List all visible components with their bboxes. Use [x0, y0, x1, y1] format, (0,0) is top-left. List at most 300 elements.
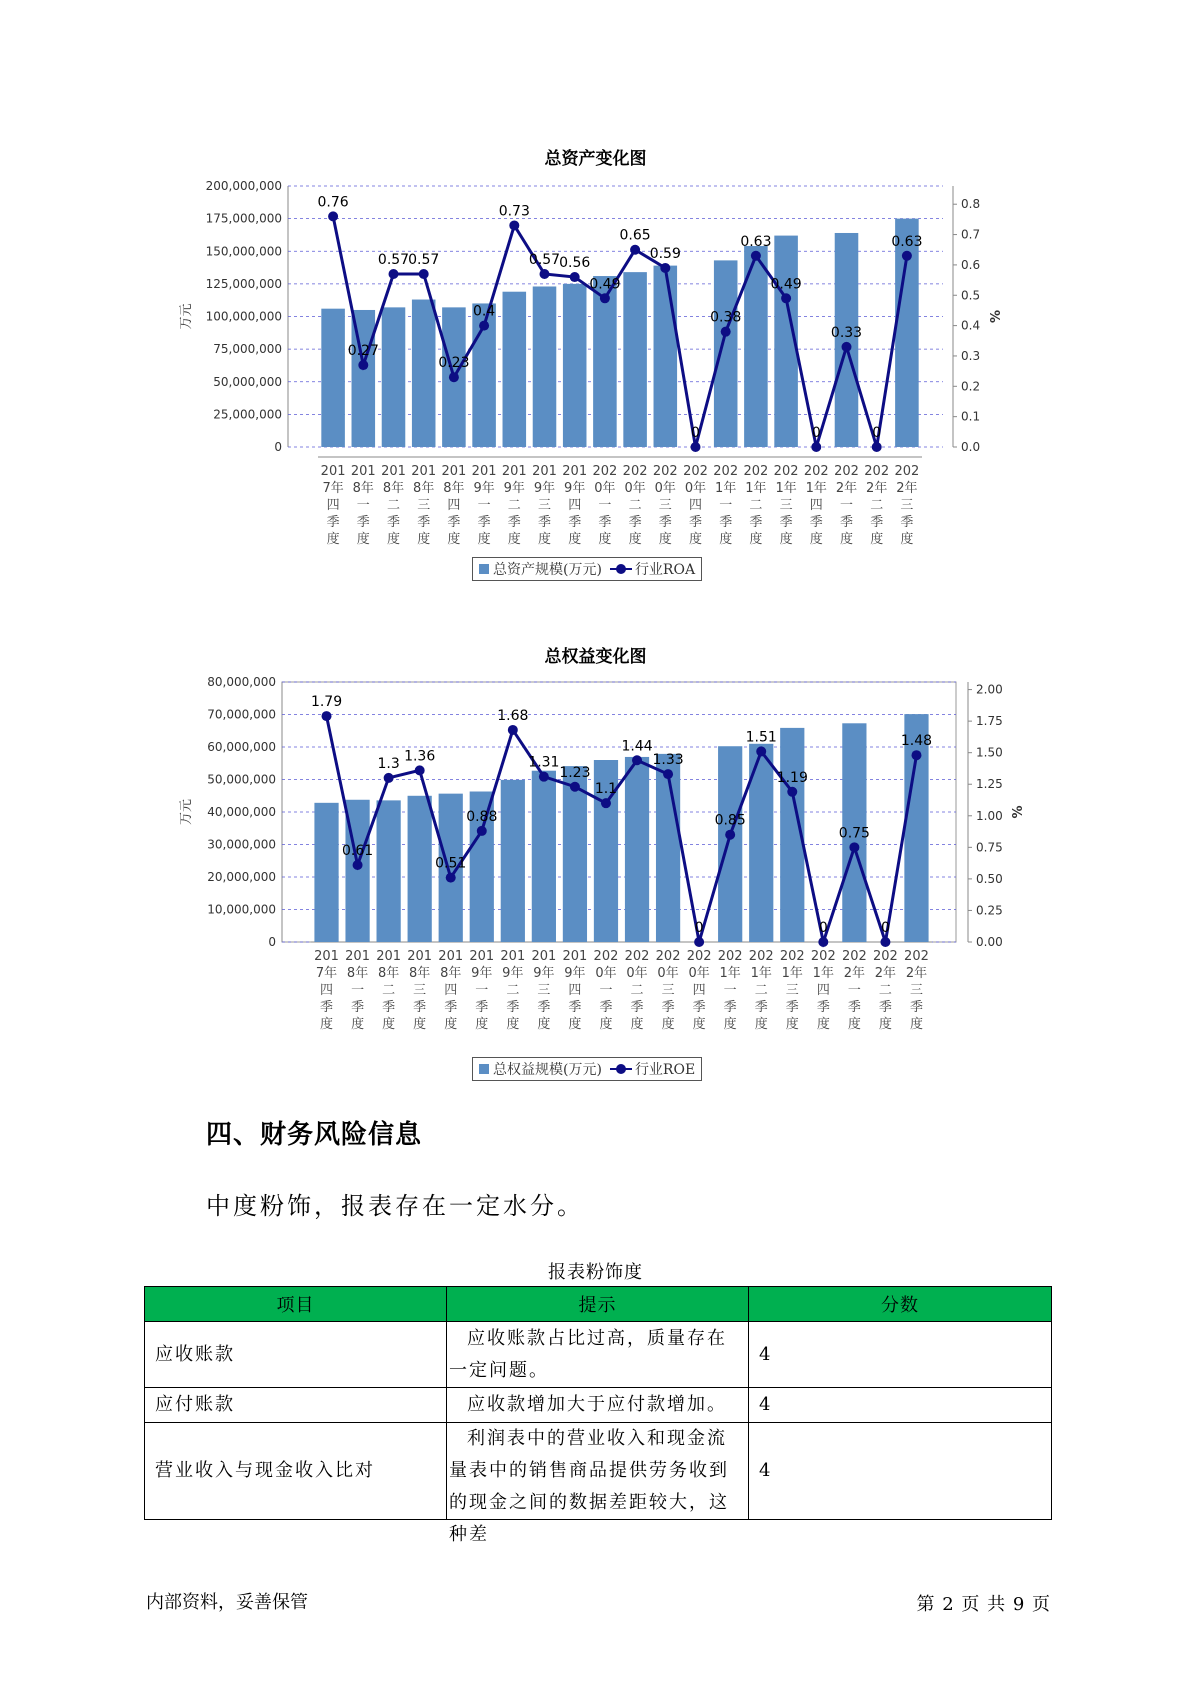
x-tick-label: 201 [562, 949, 588, 964]
section-summary: 中度粉饰，报表存在一定水分。 [206, 1192, 584, 1220]
line-point [781, 293, 791, 303]
x-tick-label: 季 [537, 515, 552, 530]
x-tick-label: 8年 [377, 966, 400, 981]
line-point [694, 937, 704, 947]
x-tick-label: 202 [779, 949, 805, 964]
x-tick-label: 7年 [322, 481, 344, 496]
x-tick-label: 201 [471, 464, 497, 479]
x-tick-label: 二 [382, 983, 396, 998]
bar [533, 286, 557, 447]
x-tick-label: 四 [447, 498, 461, 513]
x-tick-label: 度 [386, 532, 401, 547]
x-tick-label: 一 [356, 498, 370, 513]
y-tick-label: 25,000,000 [213, 407, 282, 422]
x-tick-label: 9年 [473, 481, 495, 496]
row-hint: 应收款增加大于应付款增加。 [447, 1388, 749, 1423]
x-tick-label: 度 [661, 1017, 675, 1032]
data-label: 1.79 [310, 694, 343, 711]
x-tick-label: 201 [345, 949, 370, 964]
row-hint-text: 利润表中的营业收入和现金流量表中的销售商品提供劳务收到的现金之间的数据差距较大，这种差 [449, 1428, 729, 1545]
x-tick-label: 1年 [805, 481, 827, 496]
table-row [145, 1322, 1052, 1388]
y2-tick-label: 0.6 [961, 257, 981, 272]
data-label: 0.63 [740, 233, 772, 250]
x-tick-label: 度 [598, 532, 612, 547]
chart-total-equity [0, 670, 1191, 1070]
x-tick-label: 季 [356, 515, 370, 530]
x-tick-label: 8年 [413, 481, 435, 496]
x-tick-label: 季 [809, 515, 823, 530]
data-label: 0 [872, 425, 882, 441]
bar [714, 260, 738, 447]
x-tick-label: 度 [382, 1017, 396, 1032]
line-point [756, 746, 766, 756]
x-tick-label: 二 [628, 498, 642, 513]
line-point [751, 251, 761, 261]
x-tick-label: 季 [816, 1000, 830, 1015]
x-tick-label: 201 [532, 464, 557, 479]
data-label: 0.23 [438, 355, 470, 372]
x-tick-label: 度 [599, 1017, 613, 1032]
x-tick-label: 1年 [750, 966, 772, 981]
x-tick-label: 四 [320, 983, 334, 998]
x-tick-label: 8年 [382, 481, 405, 496]
y-tick-label: 175,000,000 [205, 211, 282, 226]
line-point [389, 269, 399, 279]
data-label: 1.3 [377, 755, 400, 772]
x-tick-label: 1年 [715, 481, 737, 496]
x-tick-label: 201 [562, 464, 588, 479]
line-point [449, 372, 459, 382]
line-point [570, 782, 580, 792]
x-tick-label: 二 [386, 498, 401, 513]
line-point [849, 842, 859, 852]
x-tick-label: 201 [469, 949, 495, 964]
legend-bar-label: 总权益规模(万元) [493, 1062, 602, 1078]
x-tick-label: 季 [386, 515, 401, 530]
x-tick-label: 202 [773, 464, 799, 479]
x-tick-label: 2年 [874, 966, 897, 981]
bar [382, 307, 406, 447]
footer-page-number: 第 2 页 共 9 页 [916, 1594, 1051, 1615]
y-tick-label: 100,000,000 [205, 309, 282, 324]
x-tick-label: 季 [417, 515, 431, 530]
chart-title-total-equity: 总权益变化图 [544, 647, 647, 667]
x-tick-label: 度 [688, 532, 703, 547]
chart-total-assets [0, 170, 1191, 590]
line-point [902, 251, 912, 261]
x-tick-label: 度 [351, 1017, 365, 1032]
x-tick-label: 8年 [409, 966, 431, 981]
y-tick-label: 0 [274, 440, 282, 454]
x-tick-label: 四 [568, 983, 582, 998]
x-tick-label: 201 [314, 949, 339, 964]
data-label: 1.1 [594, 781, 618, 798]
x-tick-label: 9年 [503, 481, 525, 496]
x-tick-label: 度 [326, 532, 340, 547]
x-tick-label: 8年 [440, 966, 462, 981]
line-point [872, 442, 882, 452]
x-tick-label: 三 [658, 498, 672, 513]
x-tick-label: 度 [477, 532, 491, 547]
x-tick-label: 1年 [719, 966, 741, 981]
data-label: 0 [691, 425, 700, 441]
x-tick-label: 度 [900, 532, 914, 547]
x-tick-label: 202 [622, 464, 648, 479]
bar [408, 796, 432, 942]
y-axis-title: 万元 [179, 303, 194, 330]
y-tick-label: 150,000,000 [205, 244, 282, 259]
data-label: 0.57 [377, 252, 410, 269]
data-label: 1.19 [776, 769, 808, 786]
x-tick-label: 2年 [843, 966, 866, 981]
x-tick-label: 季 [628, 515, 642, 530]
x-tick-label: 201 [320, 464, 346, 479]
data-label: 0.49 [770, 276, 802, 293]
y-tick-label: 80,000,000 [207, 675, 276, 689]
data-label: 0.56 [559, 255, 591, 272]
bar [314, 803, 338, 942]
x-tick-label: 度 [878, 1017, 892, 1032]
y-tick-label: 70,000,000 [207, 707, 276, 722]
x-tick-label: 度 [909, 1017, 923, 1032]
x-tick-label: 度 [779, 532, 793, 547]
x-tick-label: 0年 [624, 481, 646, 496]
x-tick-label: 201 [376, 949, 402, 964]
bar [412, 300, 436, 447]
x-tick-label: 季 [326, 515, 340, 530]
x-tick-label: 202 [864, 464, 890, 479]
line-point [721, 327, 731, 337]
x-tick-label: 202 [841, 949, 867, 964]
table-header-row [145, 1287, 1052, 1322]
chart-title-total-assets: 总资产变化图 [544, 149, 647, 169]
header-score: 分数 [749, 1287, 1052, 1322]
x-tick-label: 季 [537, 1000, 551, 1015]
x-tick-label: 度 [809, 532, 823, 547]
x-tick-label: 9年 [502, 966, 524, 981]
x-tick-label: 度 [749, 532, 763, 547]
x-tick-label: 9年 [564, 481, 586, 496]
y-tick-label: 20,000,000 [207, 870, 276, 884]
data-label: 0.4 [472, 303, 496, 320]
x-tick-label: 202 [593, 949, 619, 964]
line-point [660, 263, 670, 273]
x-tick-label: 季 [599, 1000, 613, 1015]
x-tick-label: 四 [816, 983, 830, 998]
x-tick-label: 季 [779, 515, 793, 530]
data-label: 0.57 [528, 252, 561, 269]
x-tick-label: 季 [351, 1000, 365, 1015]
x-tick-label: 二 [878, 983, 892, 998]
x-tick-label: 201 [350, 464, 376, 479]
bar [623, 272, 647, 447]
x-tick-label: 一 [477, 498, 491, 513]
legend-bar-swatch [479, 1064, 489, 1074]
x-tick-label: 季 [688, 515, 703, 530]
data-label: 1.48 [900, 733, 933, 750]
row-item: 应付账款 [145, 1388, 447, 1423]
x-tick-label: 一 [599, 983, 613, 998]
y-tick-label: 50,000,000 [213, 374, 282, 389]
x-tick-label: 0年 [684, 481, 707, 496]
x-tick-label: 季 [692, 1000, 706, 1015]
x-tick-label: 度 [658, 532, 672, 547]
x-tick-label: 202 [686, 949, 712, 964]
x-tick-label: 度 [475, 1017, 489, 1032]
y2-tick-label: 0.25 [976, 903, 1003, 918]
x-tick-label: 9年 [564, 966, 586, 981]
x-tick-label: 0年 [594, 481, 616, 496]
y-tick-label: 60,000,000 [207, 740, 276, 754]
x-tick-label: 二 [870, 498, 884, 513]
x-tick-label: 202 [717, 949, 743, 964]
row-item: 应收账款 [145, 1322, 447, 1388]
table-row [145, 1388, 1052, 1423]
row-score: 4 [749, 1322, 1052, 1388]
y2-tick-label: 1.00 [976, 808, 1003, 823]
x-tick-label: 季 [870, 515, 884, 530]
x-tick-label: 202 [713, 464, 739, 479]
x-tick-label: 202 [894, 464, 920, 479]
x-tick-label: 度 [785, 1017, 799, 1032]
line-point [446, 873, 456, 883]
y2-tick-label: 0.3 [961, 348, 981, 363]
line-point [725, 830, 735, 840]
x-tick-label: 201 [438, 949, 464, 964]
line-point [632, 755, 642, 765]
data-label: 0 [818, 920, 828, 936]
x-tick-label: 季 [568, 515, 582, 530]
legend-bar-swatch [479, 564, 489, 574]
x-tick-label: 度 [630, 1017, 644, 1032]
x-tick-label: 一 [475, 983, 489, 998]
x-tick-label: 三 [661, 983, 675, 998]
x-tick-label: 0年 [626, 966, 648, 981]
line-point [911, 750, 921, 760]
y2-tick-label: 0.4 [961, 318, 981, 333]
x-tick-label: 202 [803, 464, 829, 479]
x-tick-label: 季 [382, 1000, 396, 1015]
y-tick-label: 50,000,000 [207, 772, 276, 787]
x-tick-label: 度 [413, 1017, 427, 1032]
x-tick-label: 度 [719, 532, 733, 547]
line-point [601, 798, 611, 808]
x-tick-label: 三 [537, 498, 552, 513]
data-label: 1.68 [497, 707, 529, 724]
x-tick-label: 一 [598, 498, 612, 513]
x-tick-label: 9年 [471, 966, 493, 981]
row-hint [447, 1423, 749, 1545]
data-label: 0.33 [830, 324, 863, 341]
x-tick-label: 四 [688, 498, 703, 513]
x-tick-label: 二 [749, 498, 763, 513]
line-point [415, 765, 425, 775]
x-tick-label: 202 [873, 949, 898, 964]
x-tick-label: 季 [878, 1000, 892, 1015]
data-label: 0.38 [710, 309, 742, 326]
x-tick-label: 三 [785, 983, 799, 998]
line-point [508, 725, 518, 735]
data-label: 0.88 [466, 808, 498, 825]
y2-tick-label: 0.0 [961, 440, 981, 454]
x-tick-label: 三 [909, 983, 923, 998]
y2-tick-label: 0.75 [976, 840, 1003, 855]
x-tick-label: 度 [320, 1017, 334, 1032]
data-label: 0 [694, 920, 704, 936]
table-row [145, 1423, 1052, 1520]
y2-tick-label: 0.00 [976, 935, 1003, 949]
data-label: 0.65 [619, 227, 651, 244]
x-tick-label: 202 [652, 464, 678, 479]
legend-line-label: 行业ROA [634, 562, 696, 578]
header-item: 项目 [145, 1287, 447, 1322]
legend-line-swatch [610, 564, 632, 574]
x-tick-label: 度 [692, 1017, 706, 1032]
row-hint: 应收账款占比过高，质量存在一定问题。 [447, 1322, 749, 1388]
x-tick-label: 度 [537, 1017, 551, 1032]
data-label: 0.49 [589, 276, 621, 293]
x-tick-label: 2年 [835, 481, 858, 496]
x-tick-label: 2年 [866, 481, 888, 496]
line-point [540, 269, 550, 279]
line-point [818, 937, 828, 947]
line-point [479, 321, 489, 331]
x-tick-label: 季 [507, 515, 521, 530]
x-tick-label: 202 [743, 464, 769, 479]
data-label: 1.44 [621, 738, 653, 755]
data-label: 1.51 [745, 729, 777, 746]
y2-tick-label: 0.5 [961, 288, 981, 303]
x-tick-label: 1年 [775, 481, 797, 496]
x-tick-label: 季 [630, 1000, 644, 1015]
x-tick-label: 1年 [781, 966, 803, 981]
bar [501, 780, 525, 942]
x-tick-label: 季 [754, 1000, 768, 1015]
y2-tick-label: 1.25 [976, 777, 1003, 792]
x-tick-label: 0年 [688, 966, 710, 981]
data-label: 0.59 [649, 245, 681, 262]
line-point [691, 442, 701, 452]
bar [377, 800, 401, 942]
line-point [880, 937, 890, 947]
x-tick-label: 季 [320, 1000, 334, 1015]
x-tick-label: 202 [592, 464, 618, 479]
x-tick-label: 一 [723, 983, 737, 998]
x-tick-label: 202 [655, 949, 681, 964]
header-hint: 提示 [447, 1287, 749, 1322]
y-tick-label: 10,000,000 [207, 902, 276, 917]
y2-axis-title: % [989, 309, 1004, 324]
x-tick-label: 季 [749, 515, 763, 530]
data-label: 0.85 [714, 812, 746, 829]
x-tick-label: 一 [719, 498, 733, 513]
x-tick-label: 二 [507, 498, 521, 513]
data-label: 1.31 [528, 754, 560, 771]
line-point [570, 272, 580, 282]
x-tick-label: 度 [444, 1017, 458, 1032]
x-tick-label: 202 [810, 949, 836, 964]
x-tick-label: 9年 [533, 966, 555, 981]
x-tick-label: 季 [658, 515, 672, 530]
x-tick-label: 0年 [657, 966, 679, 981]
bar [563, 284, 587, 447]
data-label: 0.75 [838, 825, 870, 842]
data-label: 0.51 [435, 855, 467, 872]
y2-tick-label: 2.00 [976, 682, 1003, 697]
y-tick-label: 75,000,000 [213, 342, 282, 357]
y-axis-title: 万元 [179, 798, 194, 826]
bar [718, 746, 742, 942]
y-tick-label: 30,000,000 [207, 837, 276, 852]
x-tick-label: 度 [568, 1017, 582, 1032]
x-tick-label: 季 [909, 1000, 923, 1015]
y2-tick-label: 0.7 [961, 227, 981, 242]
x-tick-label: 季 [475, 1000, 489, 1015]
legend-line-swatch [610, 1064, 632, 1074]
legend-total-assets [472, 557, 702, 581]
line-point [630, 245, 640, 255]
x-tick-label: 季 [785, 1000, 799, 1015]
y-tick-label: 200,000,000 [205, 179, 282, 193]
x-tick-label: 度 [356, 532, 370, 547]
x-tick-label: 201 [501, 464, 527, 479]
x-tick-label: 2年 [896, 481, 918, 496]
x-tick-label: 季 [598, 515, 612, 530]
line-point [328, 211, 338, 221]
x-tick-label: 202 [904, 949, 929, 964]
x-tick-label: 8年 [443, 481, 465, 496]
x-tick-label: 7年 [315, 966, 338, 981]
y2-tick-label: 1.50 [976, 745, 1003, 760]
x-tick-label: 季 [477, 515, 491, 530]
y2-tick-label: 0.1 [961, 409, 981, 424]
x-tick-label: 201 [407, 949, 433, 964]
x-tick-label: 四 [326, 498, 340, 513]
x-tick-label: 度 [870, 532, 884, 547]
line-point [842, 342, 852, 352]
x-tick-label: 201 [441, 464, 467, 479]
x-tick-label: 四 [692, 983, 706, 998]
line-point [419, 269, 429, 279]
x-tick-label: 1年 [812, 966, 834, 981]
x-tick-label: 季 [506, 1000, 520, 1015]
footer-confidential: 内部资料，妥善保管 [146, 1592, 308, 1613]
x-tick-label: 度 [723, 1017, 737, 1032]
x-tick-label: 季 [413, 1000, 427, 1015]
x-tick-label: 0年 [595, 966, 617, 981]
x-tick-label: 季 [661, 1000, 675, 1015]
y2-tick-label: 0.2 [961, 379, 981, 394]
data-label: 0.27 [347, 343, 379, 360]
section-heading: 四、财务风险信息 [206, 1120, 423, 1150]
x-tick-label: 一 [839, 498, 854, 513]
y-tick-label: 40,000,000 [207, 805, 276, 819]
data-label: 0.76 [317, 194, 349, 211]
x-tick-label: 季 [839, 515, 854, 530]
x-tick-label: 201 [531, 949, 557, 964]
x-tick-label: 201 [500, 949, 526, 964]
bar [654, 266, 678, 447]
x-tick-label: 三 [417, 498, 431, 513]
x-tick-label: 三 [779, 498, 793, 513]
x-tick-label: 二 [754, 983, 768, 998]
x-tick-label: 三 [900, 498, 914, 513]
row-item: 营业收入与现金收入比对 [145, 1423, 447, 1520]
risk-table [144, 1286, 1052, 1545]
x-tick-label: 度 [839, 532, 854, 547]
legend-total-equity [472, 1057, 702, 1081]
